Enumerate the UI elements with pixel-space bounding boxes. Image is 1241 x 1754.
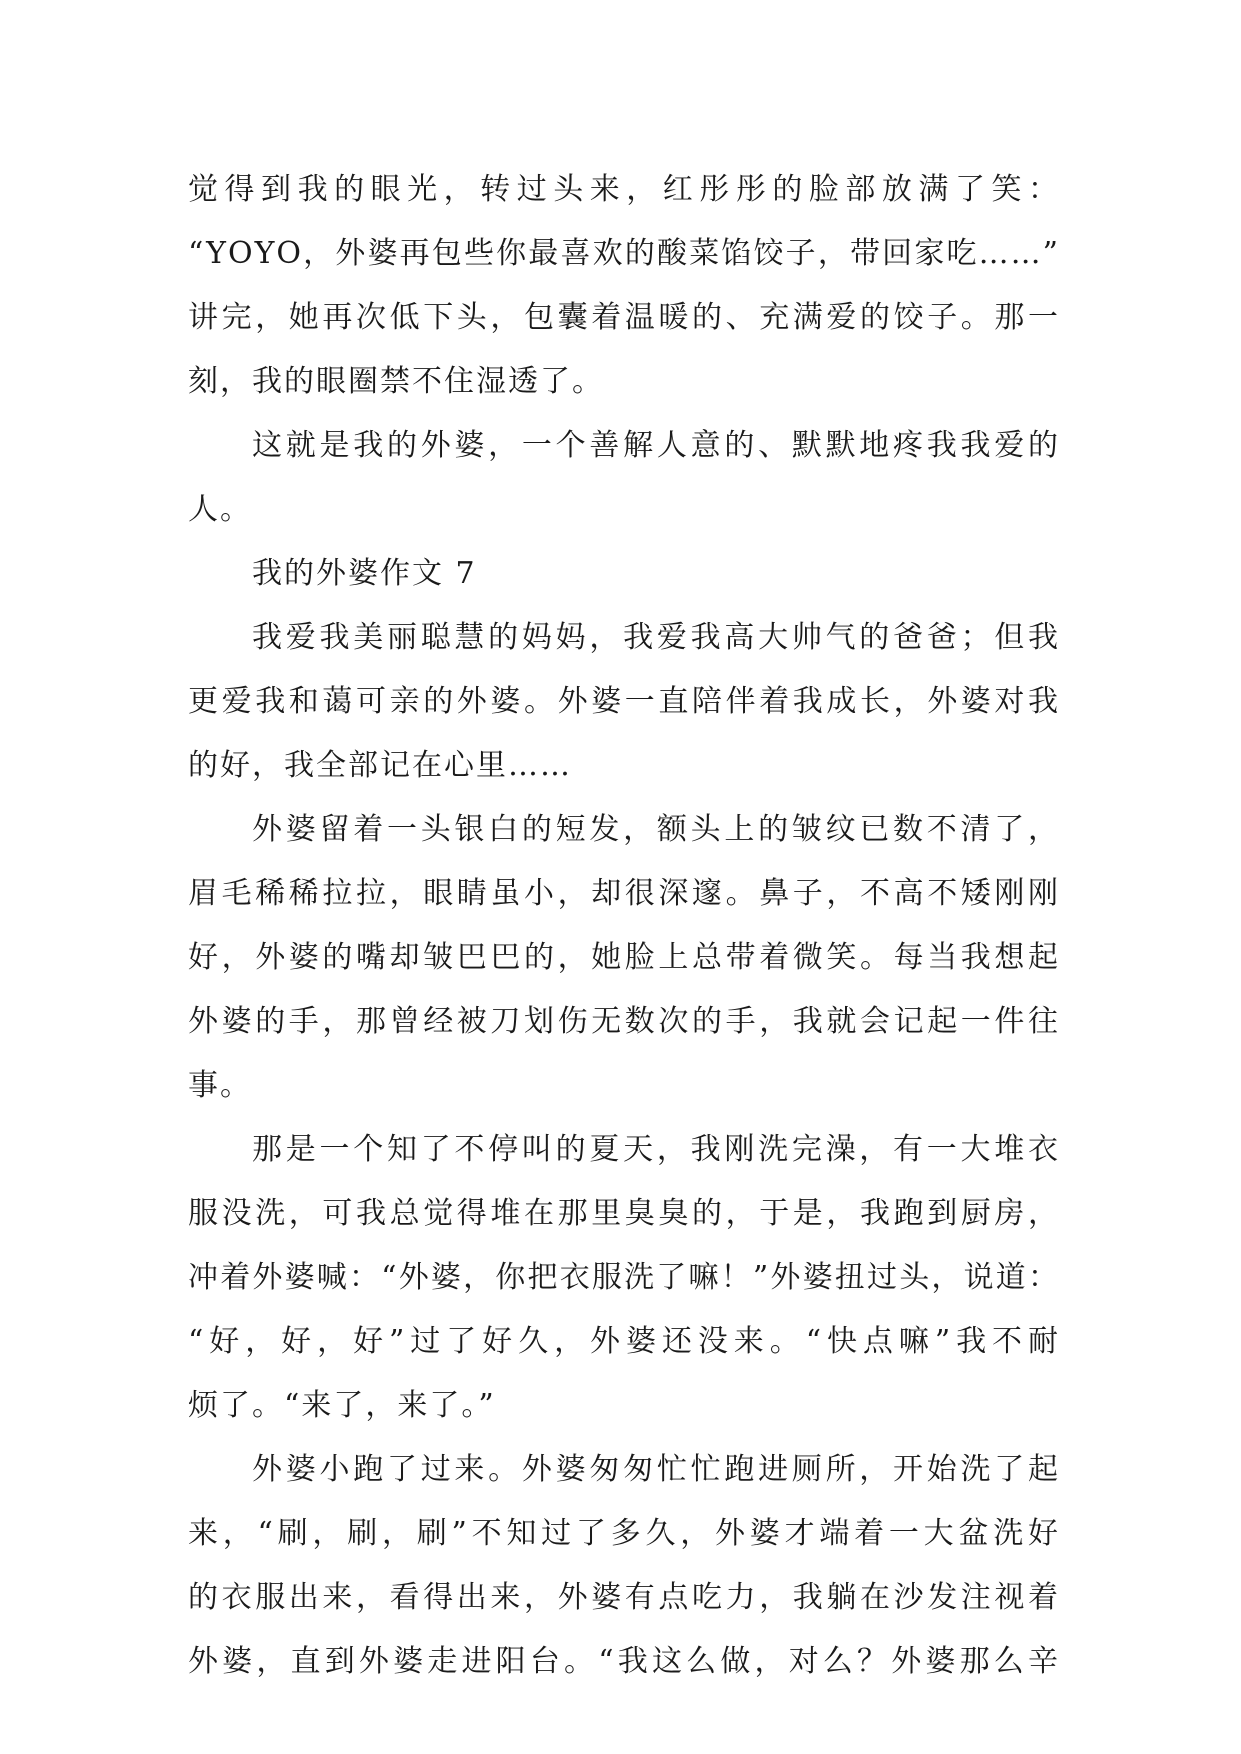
paragraph [188,1438,1060,1694]
text-line: 的衣服出来，看得出来，外婆有点吃力，我躺在沙发注视着 [188,1580,1060,1615]
text-line: 外婆，直到外婆走进阳台。“我这么做，对么？外婆那么辛 [188,1644,1060,1679]
text-line: 眉毛稀稀拉拉，眼睛虽小，却很深邃。鼻子，不高不矮刚刚 [188,876,1060,911]
text-line: 来，“刷，刷，刷”不知过了多久，外婆才端着一大盆洗好 [188,1516,1060,1551]
section-heading [188,542,1060,606]
document-page [188,158,1060,1694]
text-line: 的好，我全部记在心里…… [188,748,572,783]
text-line: “好，好，好”过了好久，外婆还没来。“快点嘛”我不耐 [188,1324,1060,1359]
text-line: 好，外婆的嘴却皱巴巴的，她脸上总带着微笑。每当我想起 [188,940,1060,975]
text-line: 外婆小跑了过来。外婆匆匆忙忙跑进厕所，开始洗了起 [252,1452,1060,1487]
text-line: 刻，我的眼圈禁不住湿透了。 [188,364,604,399]
text-line: 外婆留着一头银白的短发，额头上的皱纹已数不清了， [252,812,1060,847]
paragraph [188,1118,1060,1438]
text-line: 讲完，她再次低下头，包囊着温暖的、充满爱的饺子。那一 [188,300,1060,335]
text-line: 那是一个知了不停叫的夏天，我刚洗完澡，有一大堆衣 [252,1132,1060,1167]
text-line: 事。 [188,1068,252,1103]
text-line: 人。 [188,492,252,527]
text-line: 更爱我和蔼可亲的外婆。外婆一直陪伴着我成长，外婆对我 [188,684,1060,719]
paragraph [188,414,1060,542]
text-line: 我爱我美丽聪慧的妈妈，我爱我高大帅气的爸爸；但我 [252,620,1060,655]
text-line: 这就是我的外婆，一个善解人意的、默默地疼我我爱的 [252,428,1060,463]
text-line: “YOYO，外婆再包些你最喜欢的酸菜馅饺子，带回家吃……” [188,236,1060,271]
text-line: 觉得到我的眼光，转过头来，红彤彤的脸部放满了笑： [188,172,1060,207]
text-line: 外婆的手，那曾经被刀划伤无数次的手，我就会记起一件往 [188,1004,1060,1039]
paragraph [188,798,1060,1118]
text-line: 服没洗，可我总觉得堆在那里臭臭的，于是，我跑到厨房， [188,1196,1060,1231]
text-line: 烦了。“来了，来了。” [188,1388,496,1423]
heading-line: 我的外婆作文 7 [252,556,477,591]
text-line: 冲着外婆喊：“外婆，你把衣服洗了嘛！”外婆扭过头，说道： [188,1260,1060,1295]
paragraph [188,606,1060,798]
paragraph [188,158,1060,414]
